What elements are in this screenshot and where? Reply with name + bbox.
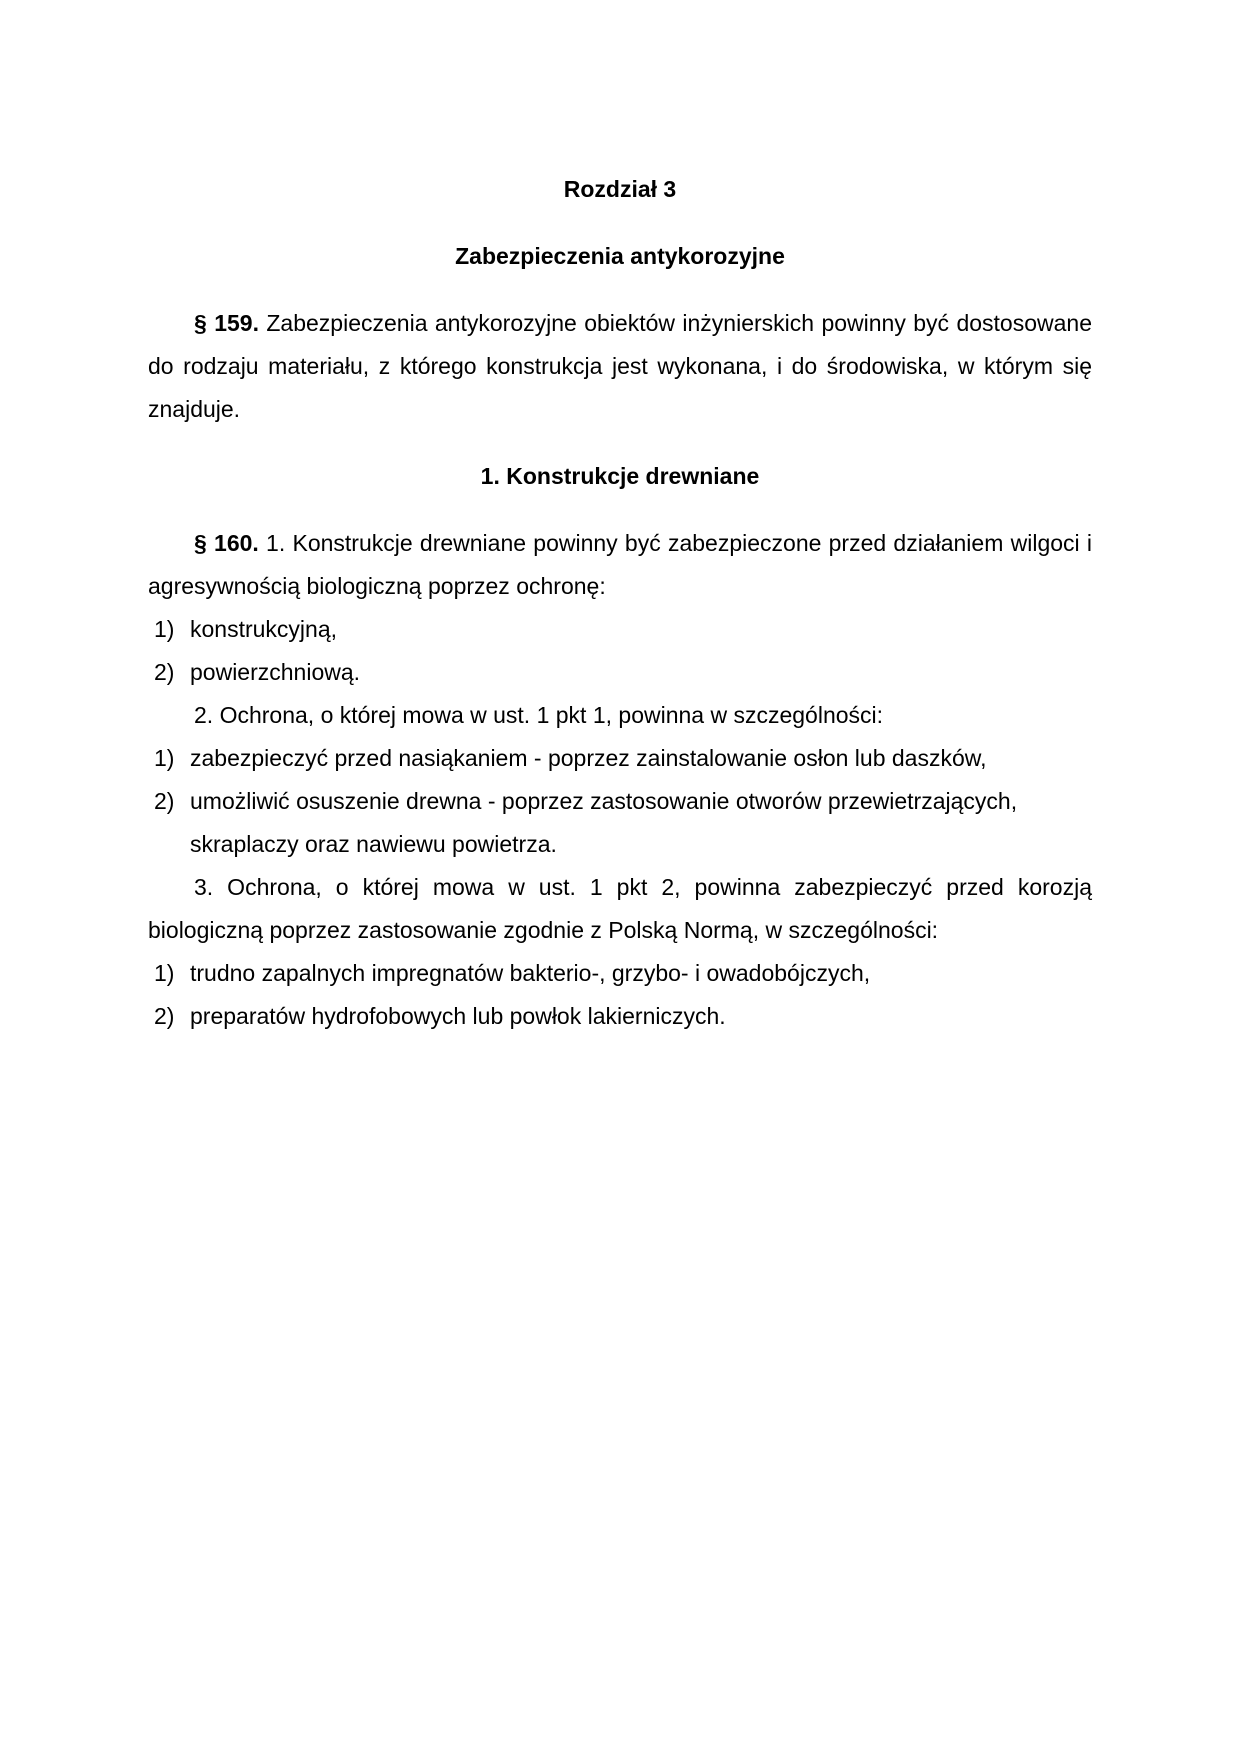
list-item-text: trudno zapalnych impregnatów bakterio-, grzybo- i owadobójczych, xyxy=(190,960,871,986)
list-item-text: umożliwić osuszenie drewna - poprzez zastosowanie otworów przewietrzających, skraplaczy oraz nawiewu powietrza. xyxy=(190,788,1018,857)
paragraph-159-text: Zabezpieczenia antykorozyjne obiektów inżynierskich powinny być dostosowane do rodzaju materiału, z którego konstrukcja jest wykonana, i do środowiska, w którym się znajduje. xyxy=(148,310,1092,422)
list-item-text: konstrukcyjną, xyxy=(190,616,338,642)
list-item-number: 2) xyxy=(154,659,175,685)
section-sign-159: § 159. xyxy=(194,310,259,336)
paragraph-160-text: 1. Konstrukcje drewniane powinny być zabezpieczone przed działaniem wilgoci i agresywnością biologiczną poprzez ochronę: xyxy=(148,530,1093,599)
list-ust1 xyxy=(148,608,1092,694)
list-ust2 xyxy=(148,737,1092,866)
list-item xyxy=(148,737,1092,780)
list-item xyxy=(148,952,1092,995)
list-item xyxy=(148,780,1092,866)
list-item xyxy=(148,608,1092,651)
list-item-number: 2) xyxy=(154,788,175,814)
paragraph-ust3: 3. Ochrona, o której mowa w ust. 1 pkt 2, powinna zabezpieczyć przed korozją biologiczną poprzez zastosowanie zgodnie z Polską Normą, w szczególności: xyxy=(148,874,1092,943)
list-item-text: preparatów hydrofobowych lub powłok lakierniczych. xyxy=(190,1003,726,1029)
chapter-title: Zabezpieczenia antykorozyjne xyxy=(455,243,785,269)
paragraph-ust2: 2. Ochrona, o której mowa w ust. 1 pkt 1, powinna w szczególności: xyxy=(194,702,884,728)
list-item-text: zabezpieczyć przed nasiąkaniem - poprzez zainstalowanie osłon lub daszków, xyxy=(190,745,987,771)
list-item-number: 1) xyxy=(154,960,175,986)
paragraph-159 xyxy=(148,302,1092,431)
list-item-text: powierzchniową. xyxy=(190,659,361,685)
list-ust3 xyxy=(148,952,1092,1038)
list-item-number: 1) xyxy=(154,616,175,642)
section-sign-160: § 160. xyxy=(194,530,259,556)
list-item xyxy=(148,651,1092,694)
chapter-heading: Rozdział 3 xyxy=(563,176,677,202)
list-item xyxy=(148,995,1092,1038)
document-page xyxy=(148,168,1092,1038)
paragraph-160 xyxy=(148,522,1092,608)
list-item-number: 2) xyxy=(154,1003,175,1029)
section-heading: 1. Konstrukcje drewniane xyxy=(480,463,760,489)
list-item-number: 1) xyxy=(154,745,175,771)
